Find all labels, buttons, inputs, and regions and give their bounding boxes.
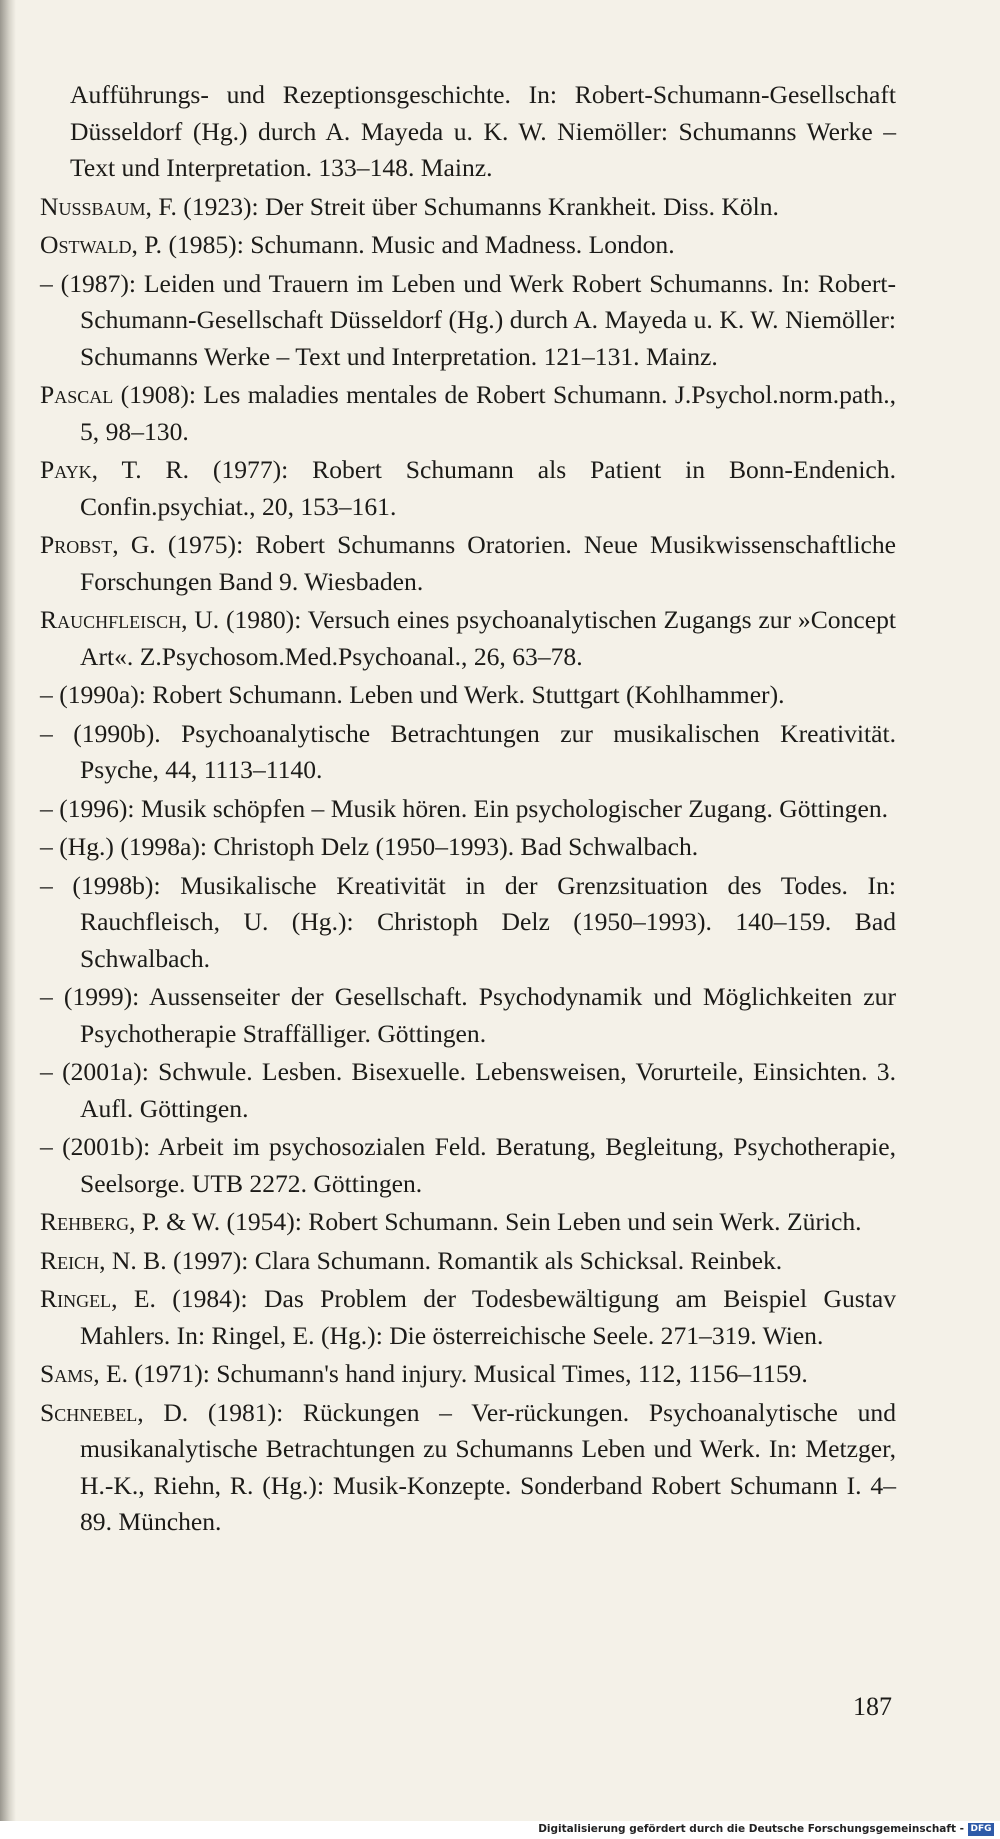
- reference-author: Ringel: [40, 1284, 112, 1313]
- spine-shadow: [0, 0, 16, 1839]
- reference-entry: [40, 377, 896, 450]
- reference-entry: [40, 77, 896, 187]
- reference-entry: [40, 227, 896, 264]
- reference-author: Nussbaum: [40, 191, 146, 221]
- reference-text: , E. (1971): Schumann's hand injury. Musical Times, 112, 1156–1159.: [93, 1359, 808, 1388]
- reference-entry: [40, 1281, 896, 1354]
- reference-entry: [40, 602, 896, 675]
- reference-entry: [40, 1054, 896, 1127]
- reference-text: Aufführungs- und Rezeptionsgeschichte. In: Robert-Schumann-Gesellschaft Düsseldorf (Hg.) durch A. Mayeda u. K. W. Niemöller: Schumanns Werke – Text und Interpretation. 133–148. Mainz.: [70, 80, 896, 182]
- reference-author: Sams: [40, 1359, 94, 1388]
- dfg-logo: DFG: [968, 1823, 994, 1836]
- reference-text: – (1990a): Robert Schumann. Leben und Werk. Stuttgart (Kohlhammer).: [40, 680, 785, 709]
- reference-text: – (1998b): Musikalische Kreativität in der Grenzsituation des Todes. In: Rauchfleisch, U. (Hg.): Christoph Delz (1950–1993). 140–159. Bad Schwalbach.: [40, 870, 896, 973]
- reference-author: Pascal: [40, 380, 114, 409]
- reference-entry: [40, 189, 896, 226]
- reference-entry: [40, 979, 896, 1052]
- reference-entry: [40, 677, 896, 714]
- page-number: 187: [853, 1692, 892, 1721]
- reference-text: – (2001a): Schwule. Lesben. Bisexuelle. Lebensweisen, Vorurteile, Einsichten. 3. Aufl. Göttingen.: [40, 1057, 896, 1123]
- reference-list: [40, 77, 896, 1543]
- reference-entry: [40, 527, 896, 600]
- reference-text: – (1996): Musik schöpfen – Musik hören. Ein psychologischer Zugang. Göttingen.: [40, 793, 889, 823]
- reference-author: Ostwald: [40, 230, 132, 259]
- reference-entry: [40, 1243, 896, 1280]
- reference-text: – (2001b): Arbeit im psychosozialen Feld. Beratung, Begleitung, Psychotherapie, Seelsorge. UTB 2272. Göttingen.: [40, 1132, 896, 1198]
- reference-entry: [40, 829, 896, 866]
- reference-entry: [40, 1204, 896, 1241]
- reference-entry: [40, 1395, 896, 1541]
- reference-author: Reich: [40, 1245, 100, 1275]
- reference-author: Probst: [40, 530, 113, 559]
- reference-text: , F. (1923): Der Streit über Schumanns Krankheit. Diss. Köln.: [145, 191, 779, 221]
- reference-text: , E. (1984): Das Problem der Todesbewältigung am Beispiel Gustav Mahlers. In: Ringel, E. (Hg.): Die österreichische Seele. 271–319. Wien.: [80, 1284, 896, 1350]
- reference-text: – (1990b). Psychoanalytische Betrachtungen zur musikalischen Kreativität. Psyche, 44, 1113–1140.: [40, 718, 896, 784]
- reference-entry: [40, 716, 896, 789]
- reference-text: , P. & W. (1954): Robert Schumann. Sein Leben und sein Werk. Zürich.: [129, 1207, 862, 1236]
- footer-credit: Digitalisierung gefördert durch die Deutsche Forschungsgemeinschaft -: [538, 1823, 964, 1835]
- reference-author: Payk: [40, 455, 92, 484]
- reference-author: Rauchfleisch: [40, 605, 182, 634]
- reference-entry: [40, 791, 896, 828]
- reference-entry: [40, 452, 896, 525]
- reference-text: , G. (1975): Robert Schumanns Oratorien. Neue Musikwissenschaftliche Forschungen Band 9. Wiesbaden.: [80, 530, 896, 596]
- reference-text: , T. R. (1977): Robert Schumann als Patient in Bonn-Endenich. Confin.psychiat., 20, 153–161.: [80, 455, 896, 521]
- reference-text: (1908): Les maladies mentales de Robert Schumann. J.Psychol.norm.path., 5, 98–130.: [80, 380, 896, 446]
- reference-text: , N. B. (1997): Clara Schumann. Romantik als Schicksal. Reinbek.: [99, 1245, 783, 1275]
- reference-text: – (1987): Leiden und Trauern im Leben und Werk Robert Schumanns. In: Robert-Schumann-Gesellschaft Düsseldorf (Hg.) durch A. Mayeda u. K. W. Niemöller: Schumanns Werke – Text und Interpretation. 121–131. Mainz.: [40, 268, 896, 371]
- reference-entry: [40, 1356, 896, 1393]
- reference-text: – (1999): Aussenseiter der Gesellschaft. Psychodynamik und Möglichkeiten zur Psychotherapie Straffälliger. Göttingen.: [40, 982, 896, 1048]
- reference-entry: [40, 266, 896, 376]
- reference-author: Schnebel: [40, 1397, 138, 1427]
- reference-text: , P. (1985): Schumann. Music and Madness. London.: [131, 230, 675, 259]
- reference-text: – (Hg.) (1998a): Christoph Delz (1950–1993). Bad Schwalbach.: [40, 832, 699, 861]
- reference-entry: [40, 1129, 896, 1202]
- reference-author: Rehberg: [40, 1207, 130, 1236]
- reference-text: , U. (1980): Versuch eines psychoanalytischen Zugangs zur »Concept Art«. Z.Psychosom.Med.Psychoanal., 26, 63–78.: [80, 605, 896, 671]
- reference-text: , D. (1981): Rückungen – Ver-rückungen. Psychoanalytische und musikanalytische Betrachtungen zu Schumanns Leben und Werk. In: Metzger, H.-K., Riehn, R. (Hg.): Musik-Konzepte. Sonderband Robert Schumann I. 4–89. München.: [80, 1397, 896, 1536]
- reference-entry: [40, 868, 896, 978]
